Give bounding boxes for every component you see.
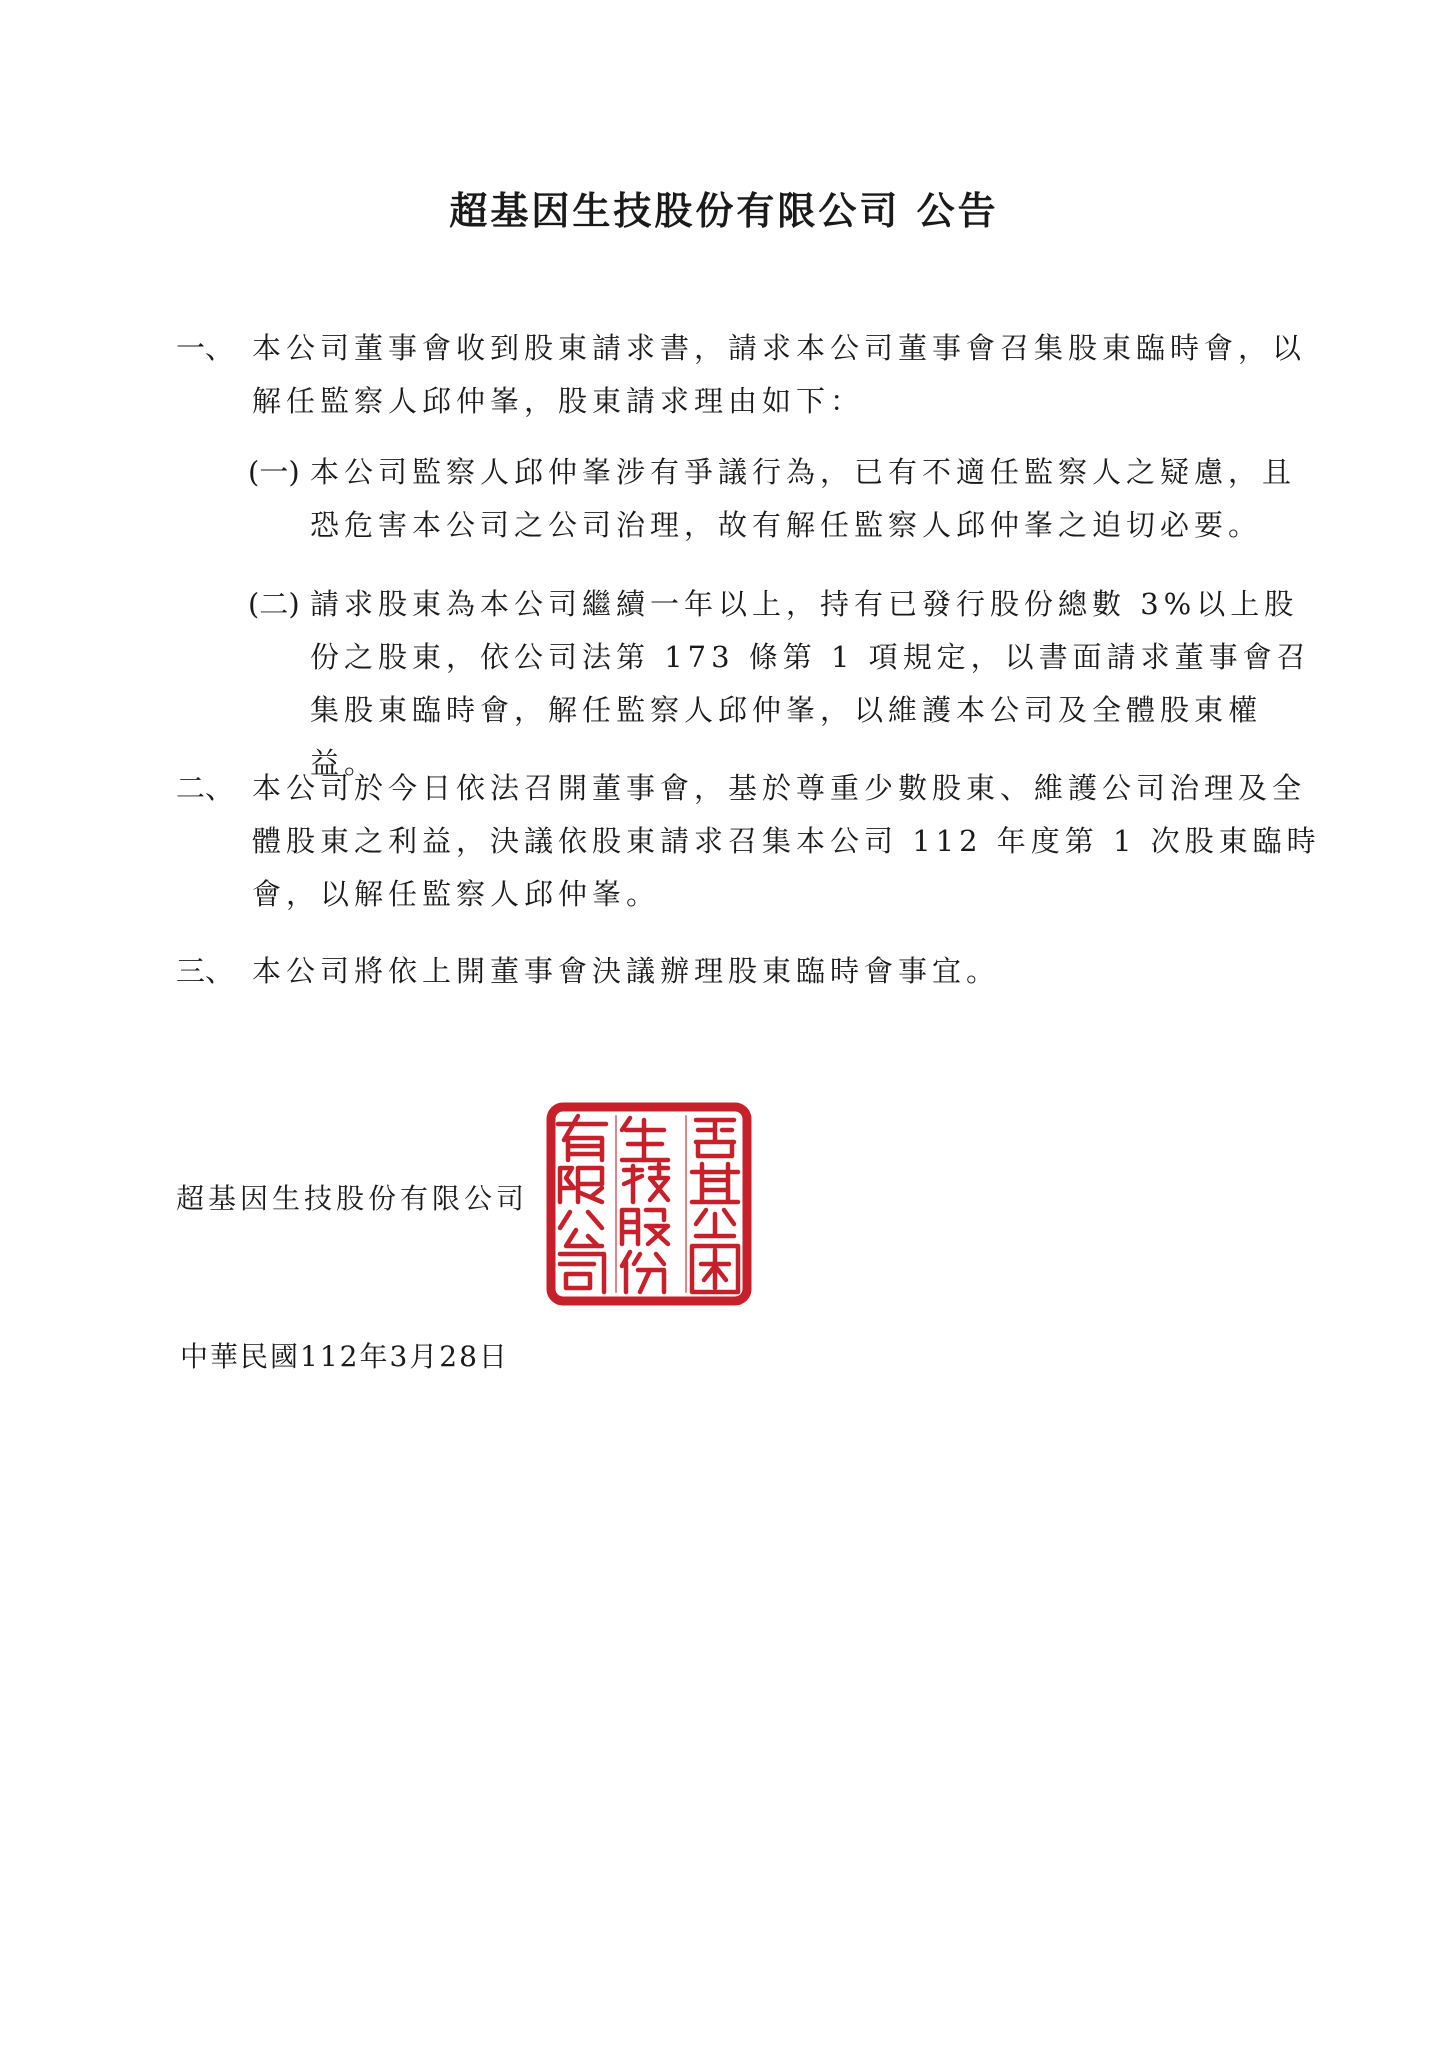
- subitem-text: 本公司監察人邱仲峯涉有爭議行為，已有不適任監察人之疑慮，且恐危害本公司之公司治理，故有解任監察人邱仲峯之迫切必要。: [310, 455, 1297, 542]
- subitem-text: 請求股東為本公司繼續一年以上，持有已發行股份總數 3%以上股份之股東，依公司法第 173 條第 1 項規定，以書面請求董事會召集股東臨時會，解任監察人邱仲峯，以維護本公司及全體股東權益。: [310, 587, 1311, 780]
- item-number: 三、: [176, 954, 235, 988]
- item-number: 一、: [176, 331, 235, 365]
- item-text: 本公司董事會收到股東請求書，請求本公司董事會召集股東臨時會，以解任監察人邱仲峯，股東請求理由如下：: [252, 331, 1307, 418]
- signature-company-name: 超基因生技股份有限公司: [176, 1182, 529, 1215]
- notice-subitem-1: [248, 446, 1314, 552]
- item-text: 本公司於今日依法召開董事會，基於尊重少數股東、維護公司治理及全體股東之利益，決議依股東請求召集本公司 112 年度第 1 次股東臨時會，以解任監察人邱仲峯。: [252, 771, 1321, 911]
- item-number: 二、: [176, 771, 235, 805]
- company-seal: [546, 1102, 752, 1306]
- notice-subitem-2: [248, 578, 1314, 790]
- page-title: 超基因生技股份有限公司 公告: [449, 188, 999, 233]
- item-text: 本公司將依上開董事會決議辦理股東臨時會事宜。: [252, 954, 1001, 988]
- notice-item-2: [176, 762, 1324, 921]
- document-date: 中華民國112年3月28日: [180, 1340, 509, 1373]
- notice-item-1: [176, 322, 1324, 428]
- notice-item-3: [176, 945, 1324, 998]
- subitem-number: (二): [248, 587, 300, 621]
- subitem-number: (一): [248, 455, 300, 489]
